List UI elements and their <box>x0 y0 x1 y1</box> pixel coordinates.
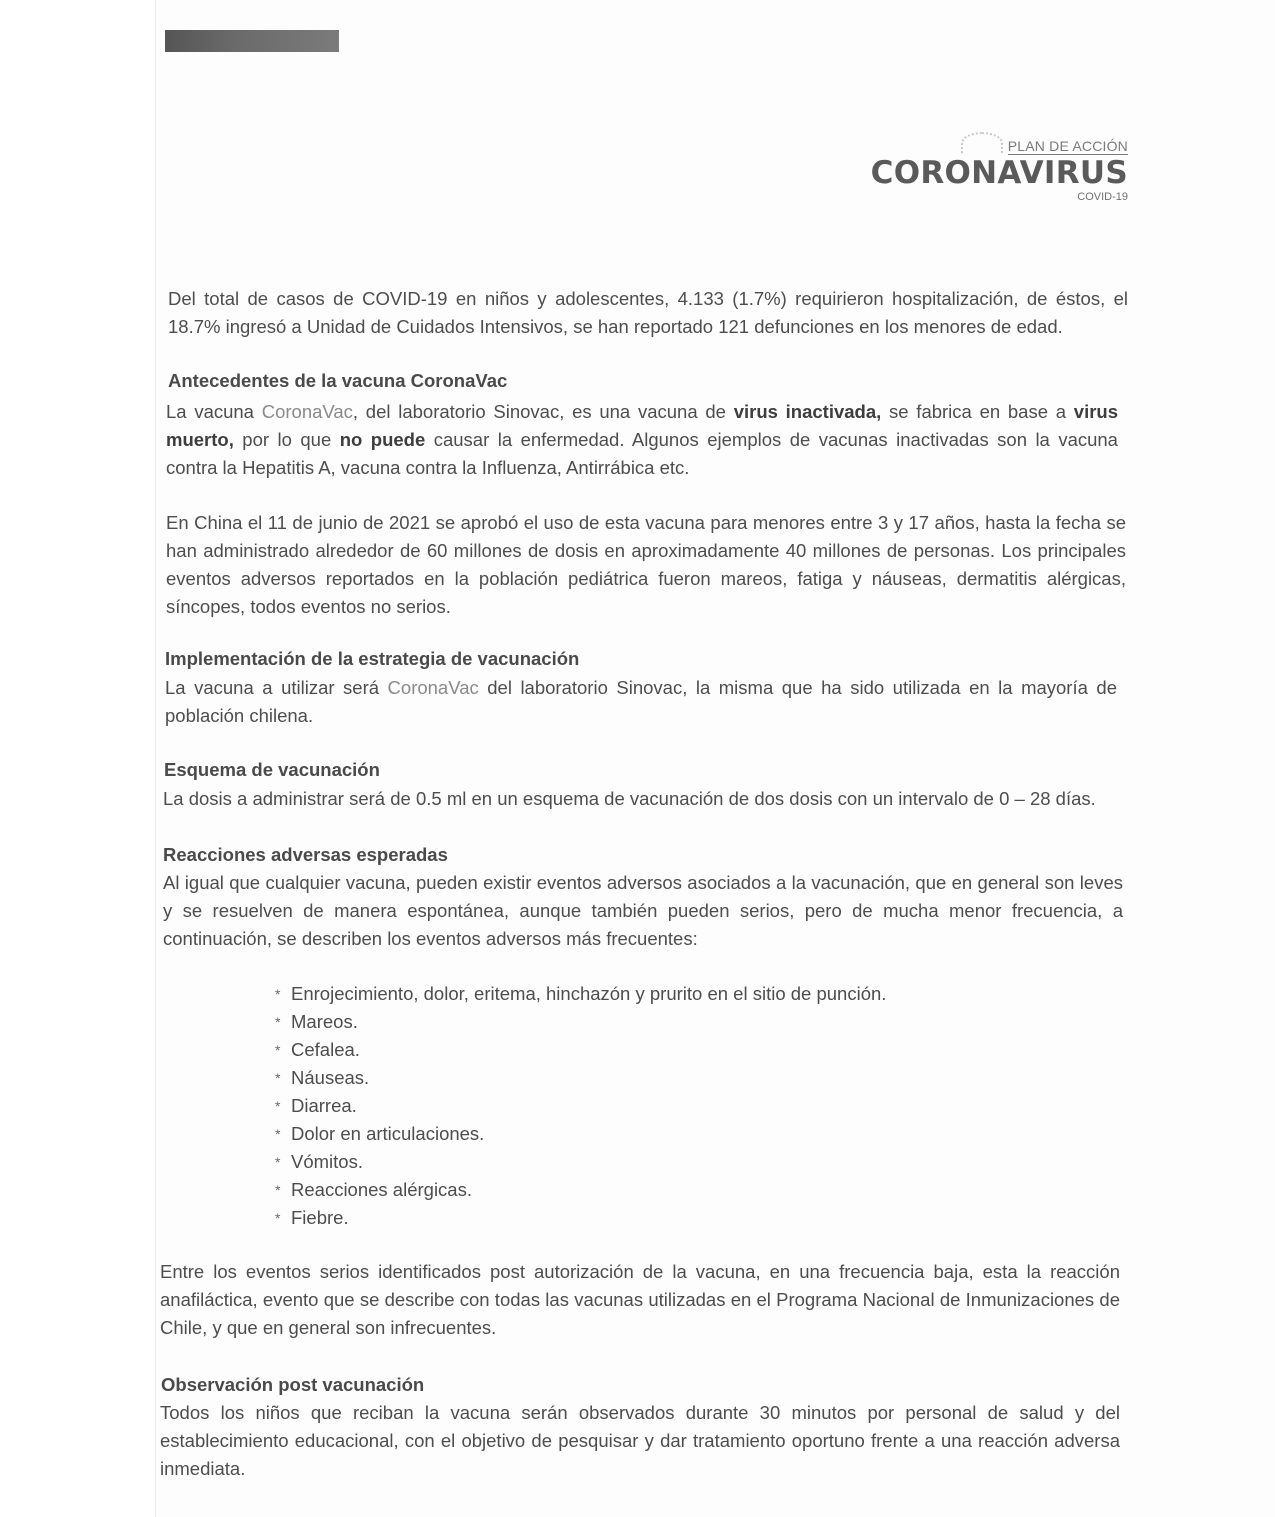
china-paragraph: En China el 11 de junio de 2021 se aprobó el uso de esta vacuna para menores entre 3 y 17 años, hasta la fecha se han administrado alrededor de 60 millones de dosis en aproximadamente 40 millones de personas. Los principales eventos adversos reportados en la población pediátrica fueron mareos, fatiga y náuseas, dermatitis alérgicas, síncopes, todos eventos no serios. <box>166 512 1126 617</box>
vaccine-name: CoronaVac <box>261 401 353 422</box>
list-item: * Mareos. <box>275 1008 975 1036</box>
bullet-icon: * <box>275 1098 281 1114</box>
observacion-paragraph: Todos los niños que reciban la vacuna serán observados durante 30 minutos por personal de salud y del establecimiento educacional, con el objetivo de pesquisar y dar tratamiento oportuno frente a una reacción adversa inmediata. <box>160 1402 1120 1479</box>
bullet-icon: * <box>275 1070 281 1086</box>
bullet-icon: * <box>275 986 281 1002</box>
list-item: * Diarrea. <box>275 1092 975 1120</box>
implementacion-heading: Implementación de la estrategia de vacunación <box>165 648 580 669</box>
bullet-icon: * <box>275 1154 281 1170</box>
bullet-icon: * <box>275 1210 281 1226</box>
redacted-block <box>165 30 339 52</box>
coronavirus-logo <box>868 132 1128 212</box>
observacion-heading: Observación post vacunación <box>161 1374 425 1395</box>
reacciones-paragraph: Al igual que cualquier vacuna, pueden existir eventos adversos asociados a la vacunación, que en general son leves y se resuelven de manera espontánea, aunque también pueden serios, pero de mucha menor frecuencia, a continuación, se describen los eventos adversos más frecuentes: <box>163 872 1123 949</box>
list-item: * Enrojecimiento, dolor, eritema, hinchazón y prurito en el sitio de punción. <box>275 980 975 1008</box>
antecedentes-paragraph: La vacuna CoronaVac, del laboratorio Sinovac, es una vacuna de virus inactivada, se fabrica en base a virus muerto, por lo que no puede causar la enfermedad. Algunos ejemplos de vacunas inactivadas son la vacuna contra la Hepatitis A, vacuna contra la Influenza, Antirrábica etc. <box>166 401 1119 478</box>
logo-subtitle: COVID-19 <box>1077 191 1128 203</box>
bullet-icon: * <box>275 1014 281 1030</box>
list-item: * Náuseas. <box>275 1064 975 1092</box>
esquema-heading: Esquema de vacunación <box>164 759 380 780</box>
antecedentes-heading: Antecedentes de la vacuna CoronaVac <box>168 370 508 391</box>
esquema-paragraph: La dosis a administrar será de 0.5 ml en un esquema de vacunación de dos dosis con un intervalo de 0 – 28 días. <box>163 788 1096 809</box>
serious-events-paragraph: Entre los eventos serios identificados post autorización de la vacuna, en una frecuencia baja, esta la reacción anafiláctica, evento que se describe con todas las vacunas utilizadas en el Programa Nacional de Inmunizaciones de Chile, y que en general son infrecuentes. <box>160 1261 1120 1338</box>
list-item: * Reacciones alérgicas. <box>275 1176 975 1204</box>
list-item: * Cefalea. <box>275 1036 975 1064</box>
logo-title: CORONAVIRUS <box>870 155 1128 191</box>
bullet-icon: * <box>275 1126 281 1142</box>
adverse-events-list <box>275 980 975 1232</box>
intro-paragraph: Del total de casos de COVID-19 en niños y adolescentes, 4.133 (1.7%) requirieron hospitalización, de éstos, el 18.7% ingresó a Unidad de Cuidados Intensivos, se han reportado 121 defunciones en los menores de edad. <box>168 288 1128 337</box>
reacciones-heading: Reacciones adversas esperadas <box>163 844 448 865</box>
logo-plan-label: PLAN DE ACCIÓN <box>1007 138 1128 154</box>
implementacion-paragraph: La vacuna a utilizar será CoronaVac del laboratorio Sinovac, la misma que ha sido utilizada en la mayoría de población chilena. <box>165 677 1117 726</box>
list-item: * Fiebre. <box>275 1204 975 1232</box>
list-item: * Vómitos. <box>275 1148 975 1176</box>
bullet-icon: * <box>275 1182 281 1198</box>
seal-icon <box>961 132 1003 154</box>
list-item: * Dolor en articulaciones. <box>275 1120 975 1148</box>
bullet-icon: * <box>275 1042 281 1058</box>
vaccine-name: CoronaVac <box>387 677 479 698</box>
